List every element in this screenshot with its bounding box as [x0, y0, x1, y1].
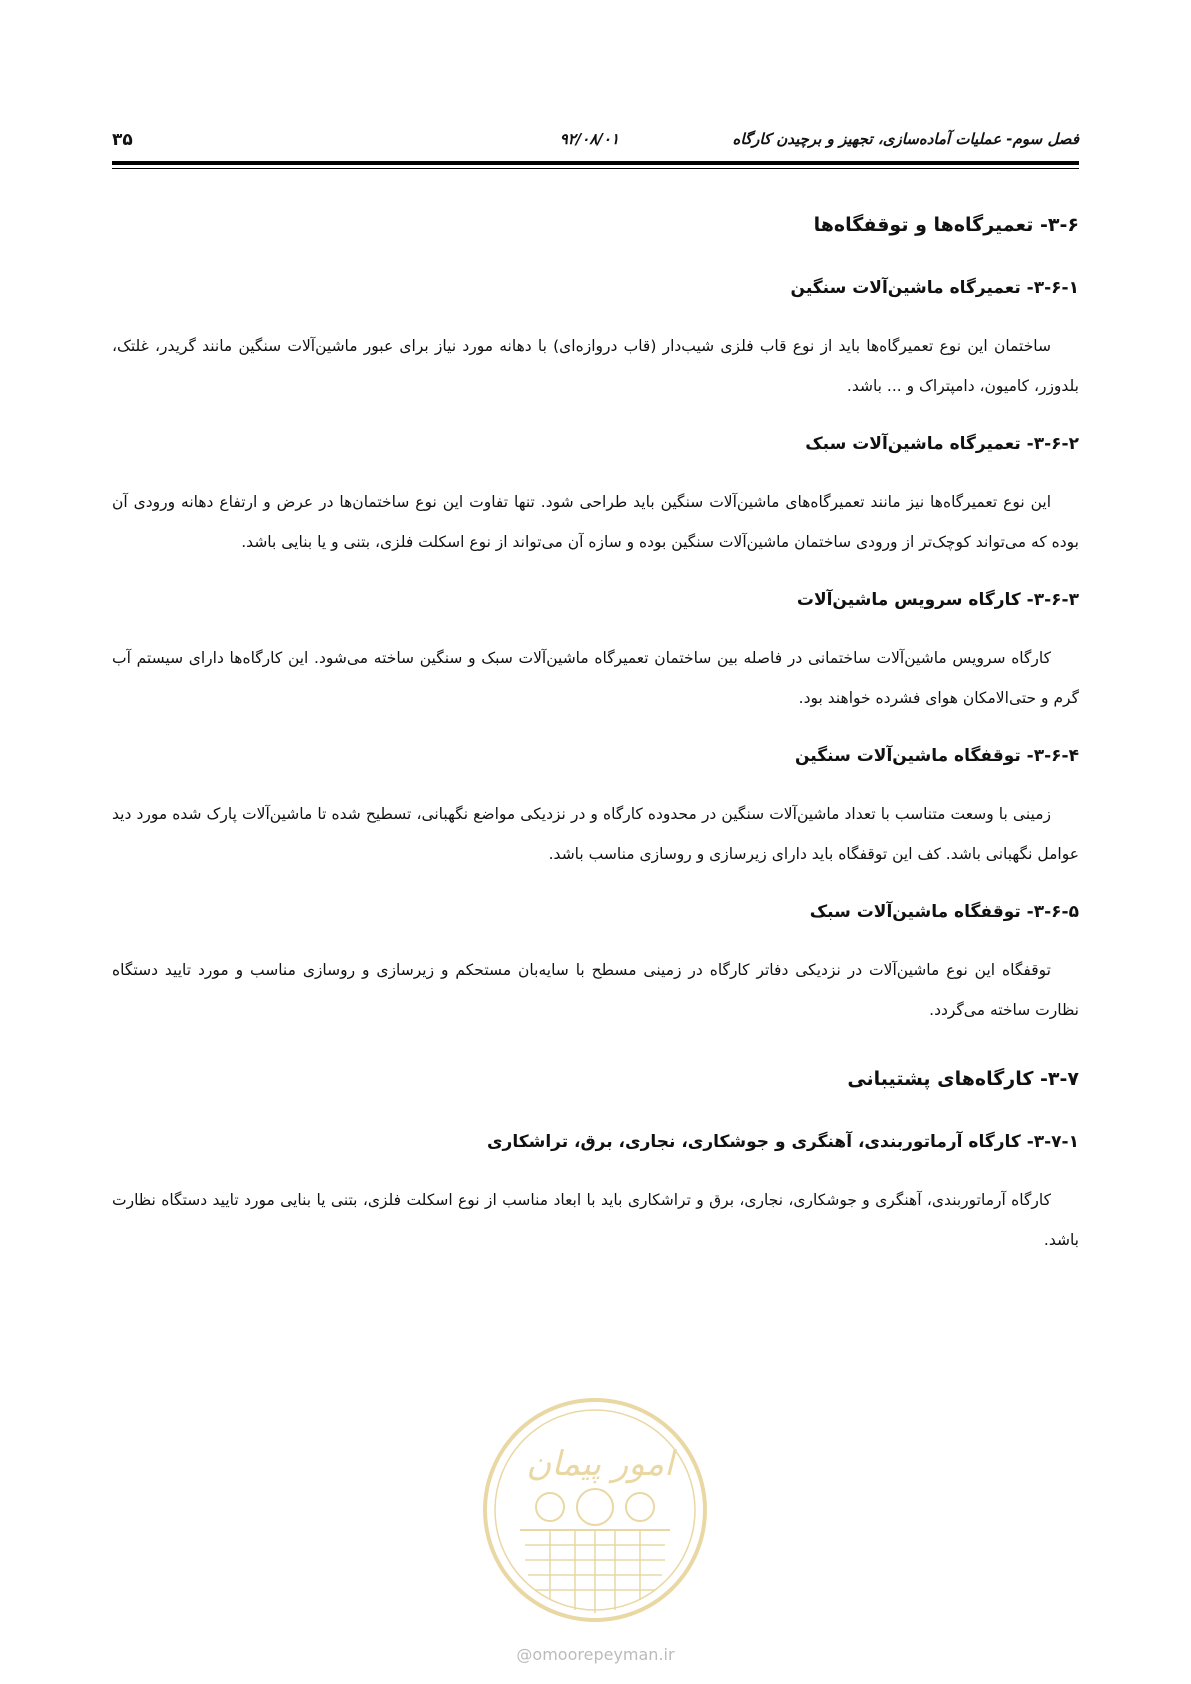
document-body	[112, 210, 1079, 1260]
page-header	[112, 118, 1079, 150]
section-heading: ۳-۶- تعمیرگاه‌ها و توقفگاه‌ها	[813, 214, 1079, 236]
header-thick-rule	[112, 161, 1079, 165]
paragraph: زمینی با وسعت متناسب با تعداد ماشین‌آلات سنگین در محدوده کارگاه و در نزدیکی مواضع نگهبانی، تسطیح شده تا ماشین‌آلات پارک شده مورد دید عوامل نگهبانی باشد. کف این توقفگاه باید دارای زیرسازی و روسازی مناسب باشد.	[112, 805, 1079, 863]
watermark-site	[0, 1645, 1191, 1664]
header-date: ۹۲/۰۸/۰۱	[559, 130, 619, 148]
subsection-heading: ۳-۶-۴- توقفگاه ماشین‌آلات سنگین	[795, 746, 1079, 766]
subsection-heading: ۳-۷-۱- کارگاه آرماتوربندی، آهنگری و جوشکاری، نجاری، برق، تراشکاری	[486, 1132, 1079, 1152]
at-icon: @	[516, 1645, 533, 1664]
header-thin-rule	[112, 168, 1079, 169]
chapter-title: فصل سوم- عملیات آماده‌سازی، تجهیز و برچیدن کارگاه	[732, 130, 1079, 148]
section-heading: ۳-۷- کارگاه‌های پشتیبانی	[847, 1068, 1079, 1090]
paragraph: این نوع تعمیرگاه‌ها نیز مانند تعمیرگاه‌های ماشین‌آلات سنگین باید طراحی شود. تنها تفاوت این نوع ساختمان‌ها در عرض و ارتفاع دهانه ورودی آن بوده که می‌تواند کوچک‌تر از ورودی ساختمان ماشین‌آلات سنگین بوده و سازه آن می‌تواند از نوع اسکلت فلزی، بتنی و یا بنایی باشد.	[112, 493, 1079, 551]
subsection-heading: ۳-۶-۵- توقفگاه ماشین‌آلات سبک	[809, 902, 1079, 922]
stamp-text: امور پیمان	[526, 1444, 674, 1484]
paragraph: کارگاه سرویس ماشین‌آلات ساختمانی در فاصله بین ساختمان تعمیرگاه ماشین‌آلات سبک و سنگین ساخته می‌شود. این کارگاه‌ها دارای سیستم آب گرم و حتی‌الامکان هوای فشرده خواهند بود.	[112, 649, 1079, 707]
paragraph: توقفگاه این نوع ماشین‌آلات در نزدیکی دفاتر کارگاه در زمینی مسطح با سایه‌بان مستحکم و زیرسازی و روسازی مناسب و مورد تایید دستگاه نظارت ساخته می‌گردد.	[112, 961, 1079, 1019]
subsection-heading: ۳-۶-۲- تعمیرگاه ماشین‌آلات سبک	[805, 434, 1079, 454]
page-number: ۳۵	[112, 130, 133, 150]
subsection-heading: ۳-۶-۱- تعمیرگاه ماشین‌آلات سنگین	[790, 278, 1079, 298]
paragraph: ساختمان این نوع تعمیرگاه‌ها باید از نوع قاب فلزی شیب‌دار (قاب دروازه‌ای) با دهانه مورد نیاز برای عبور ماشین‌آلات سنگین مانند گریدر، غلتک، بلدوزر، کامیون، دامپتراک و ... باشد.	[112, 337, 1079, 395]
subsection-heading: ۳-۶-۳- کارگاه سرویس ماشین‌آلات	[796, 590, 1079, 610]
paragraph: کارگاه آرماتوربندی، آهنگری و جوشکاری، نجاری، برق و تراشکاری باید با ابعاد مناسب از نوع اسکلت فلزی، بتنی یا بنایی مورد تایید دستگاه نظارت باشد.	[112, 1191, 1079, 1249]
watermark-stamp-icon	[480, 1395, 710, 1625]
site-label: omoorepeyman.ir	[532, 1645, 675, 1664]
